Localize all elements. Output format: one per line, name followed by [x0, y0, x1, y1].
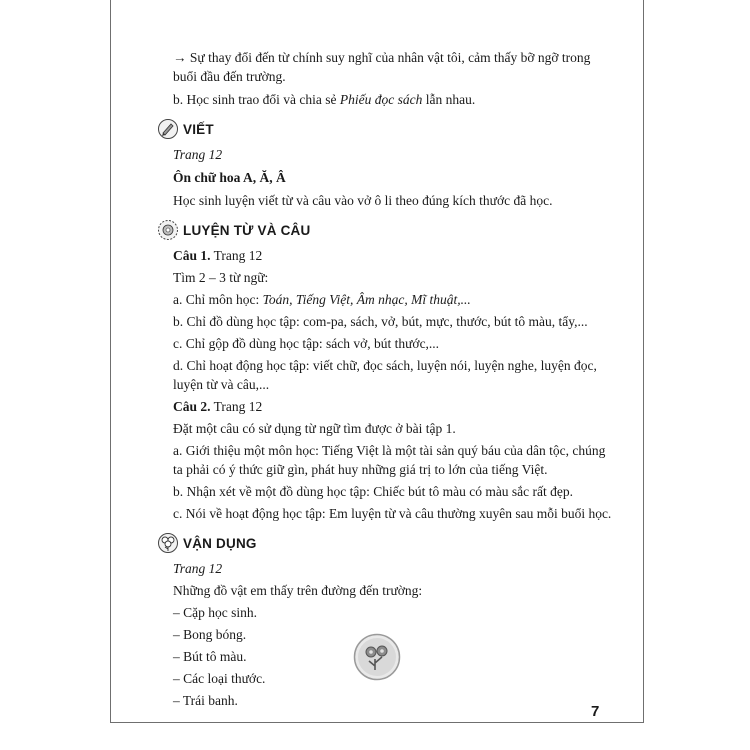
section-van-dung-header — [173, 531, 613, 555]
list-item: – Bong bóng. — [173, 627, 247, 642]
list-item: – Bút tô màu. — [173, 649, 247, 664]
intro-line-1: → Sự thay đổi đến từ chính suy nghĩ của nhân vật tôi, cảm thấy bỡ ngỡ trong buổi đầu đến trường. — [173, 50, 591, 84]
question-1-answer-a-emphasis: Toán, Tiếng Việt, Âm nhạc, Mĩ thuật,... — [262, 292, 471, 307]
list-item: – Các loại thước. — [173, 671, 266, 686]
section-van-dung-page: Trang 12 — [173, 561, 223, 576]
section-viet-title: VIẾT — [183, 121, 214, 137]
question-1-answer-a — [173, 290, 613, 309]
section-viet-page: Trang 12 — [173, 147, 223, 162]
question-1-answer-a-prefix: a. Chỉ môn học: — [173, 292, 263, 307]
question-2-heading — [173, 397, 613, 416]
intro-line-2-suffix: lẫn nhau. — [422, 92, 476, 107]
question-2-answer-a: a. Giới thiệu một môn học: Tiếng Việt là một tài sản quý báu của dân tộc, chúng ta phải có ý thức giữ gìn, phát huy những giá trị to lớn của tiếng Việt. — [173, 443, 606, 477]
question-1-prompt: Tìm 2 – 3 từ ngữ: — [173, 270, 269, 285]
question-2-prompt: Đặt một câu có sử dụng từ ngữ tìm được ở bài tập 1. — [173, 421, 456, 436]
intro-line-2 — [173, 90, 613, 109]
section-luyen-tu-title: LUYỆN TỪ VÀ CÂU — [183, 222, 311, 238]
question-2-answer-c: c. Nói về hoạt động học tập: Em luyện từ và câu thường xuyên sau mỗi buổi học. — [173, 506, 612, 521]
section-van-dung-prompt: Những đồ vật em thấy trên đường đến trường: — [173, 583, 423, 598]
question-2-answer-b: b. Nhận xét về một đồ dùng học tập: Chiếc bút tô màu có màu sắc rất đẹp. — [173, 484, 574, 499]
question-1-page: Trang 12 — [210, 248, 263, 263]
question-1-answer-c: c. Chỉ gộp đồ dùng học tập: sách vở, bút thước,... — [173, 336, 440, 351]
section-viet-header — [173, 117, 613, 141]
question-1-heading — [173, 246, 613, 265]
pencil-icon — [157, 118, 179, 140]
section-luyen-tu-header — [173, 218, 613, 242]
section-van-dung-title: VẬN DỤNG — [183, 535, 257, 551]
flower-badge-icon — [353, 633, 401, 681]
gear-icon — [157, 219, 179, 241]
intro-line-2-emphasis: Phiếu đọc sách — [339, 92, 423, 107]
question-1-answer-b: b. Chỉ đồ dùng học tập: com-pa, sách, vở, bút, mực, thước, bút tô màu, tẩy,... — [173, 314, 588, 329]
page-content — [173, 48, 613, 710]
list-item: – Trái banh. — [173, 693, 238, 708]
question-2-page: Trang 12 — [210, 399, 263, 414]
question-2-label: Câu 2. — [173, 399, 211, 414]
document-page — [110, 0, 644, 723]
list-item: – Cặp học sinh. — [173, 605, 257, 620]
intro-line-2-prefix: b. Học sinh trao đổi và chia sẻ — [173, 92, 340, 107]
section-viet-heading: Ôn chữ hoa A, Ă, Â — [173, 170, 286, 185]
section-viet-text: Học sinh luyện viết từ và câu vào vở ô li theo đúng kích thước đã học. — [173, 193, 553, 208]
question-1-answer-d: d. Chỉ hoạt động học tập: viết chữ, đọc sách, luyện nói, luyện nghe, luyện đọc, luyện từ và câu,... — [173, 358, 597, 392]
question-1-label: Câu 1. — [173, 248, 211, 263]
flower-icon — [157, 532, 179, 554]
page-number: 7 — [591, 703, 600, 720]
